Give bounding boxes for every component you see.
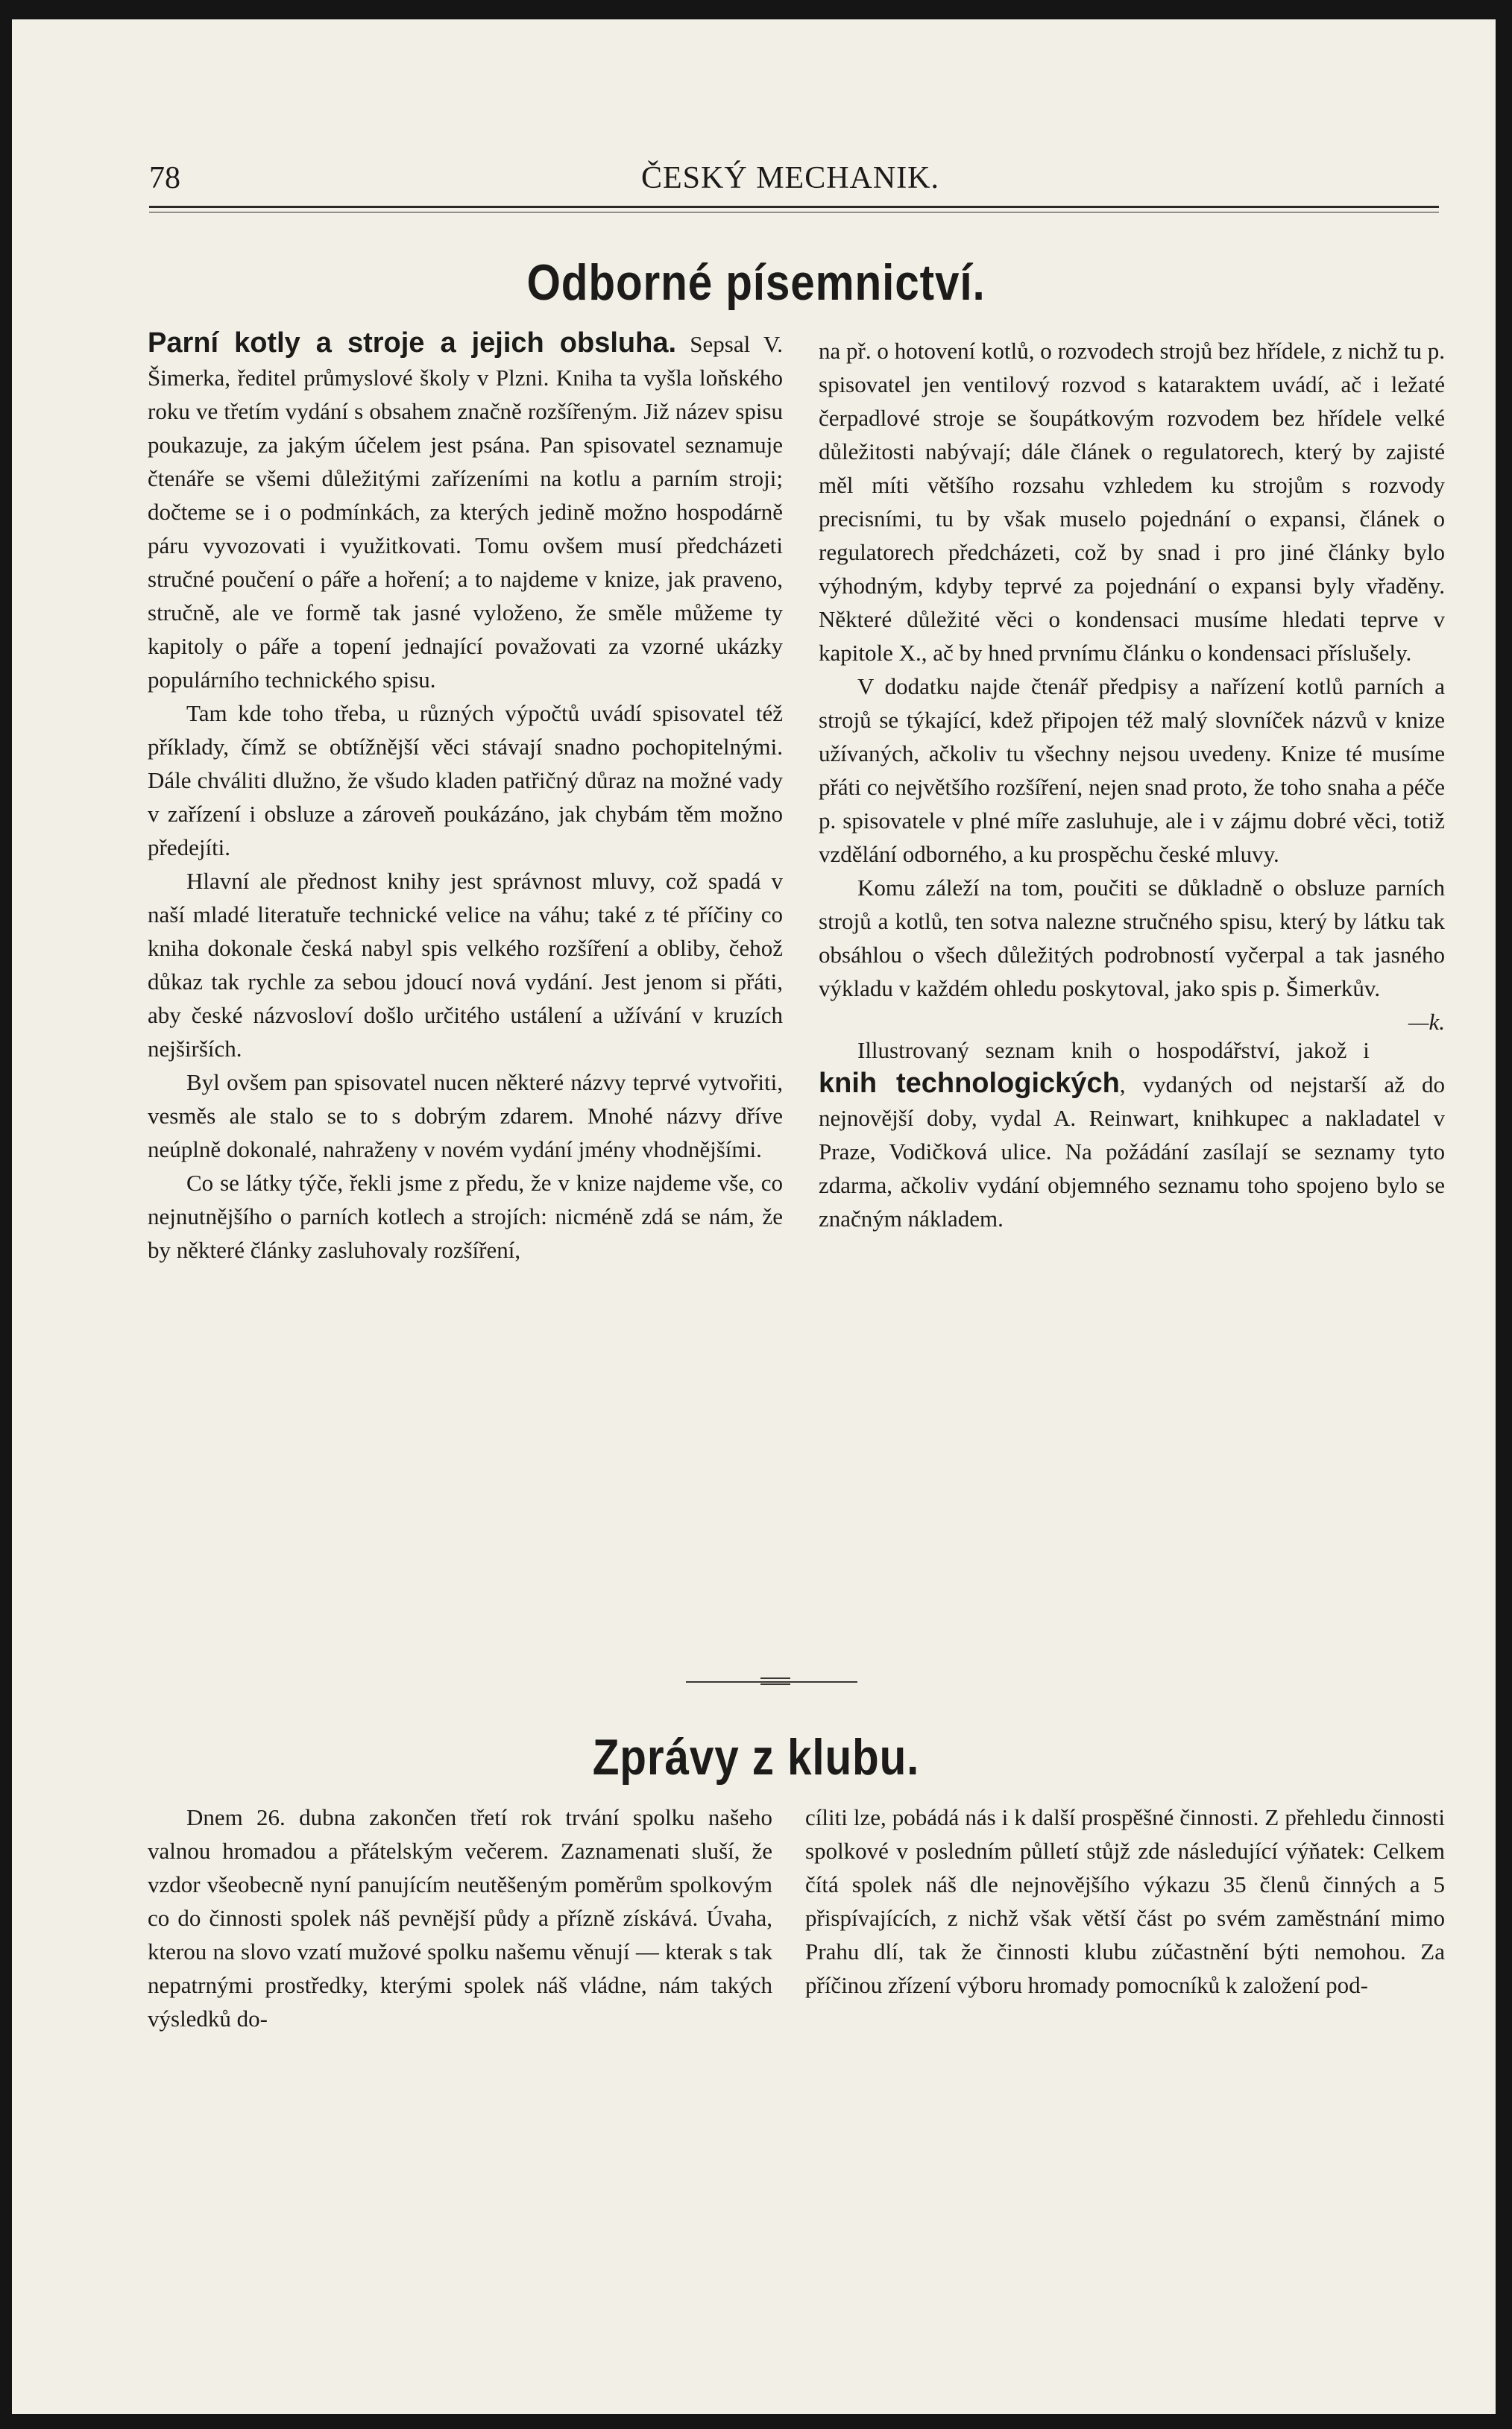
review-paragraph: Komu záleží na tom, poučiti se důkladně o obsluze parních strojů a kotlů, ten sotva nalezne stručného spisu, který by látku tak obsáhlou o všech důležitých podrobností vyčerpal a tak jasného výkladu v každém ohledu poskytoval, jako spis p. Šimerkův. —k. (819, 871, 1445, 1005)
catalogue-notice: Illustrovaný seznam knih o hospodářství, jakož i knih technologických, vydaných od nejstarší až do nejnovější doby, vydal A. Reinwart, knihkupec a nakladatel v Praze, Vodičková ulice. Na požádání zasílají se seznamy tyto zdarma, ačkoliv vydání objemného seznamu toho spojeno bylo se značným nákladem. (819, 1037, 1445, 1232)
review-paragraph: Tam kde toho třeba, u různých výpočtů uvádí spisovatel též příklady, čímž se obtížnější věci stávají snadno pochopitelnými. Dále chváliti dlužno, že všudo kladen patřičný důraz na možné vady v zařízení i obsluze a zároveň poukázáno, jak chybám těm možno předejíti. (148, 700, 783, 860)
review-paragraph: na př. o hotovení kotlů, o rozvodech strojů bez hřídele, z nichž tu p. spisovatel jen ventilový rozvod s kataraktem uvádí, ač i ležaté čerpadlové stroje se šoupátkovým rozvodem bez hřídele velké důležitosti nabývají; dále článek o regulatorech, který by zajisté měl míti většího rozsahu vzhledem ku strojům s rozvody precisními, tu by však muselo pojednání o expansi, článek o regulatorech předcházeti, což by snad i pro jiné články bylo výhodným, kdyby teprvé za pojednání o expansi byly vřaděny. Některé důležité věci o kondensaci musíme hledati teprve v kapitole X., ač by hned prvnímu článku o kondensaci příslušely. (819, 338, 1445, 666)
column-left-literature (148, 327, 783, 1267)
header-rule (149, 206, 1439, 208)
column-left-club-news (148, 1801, 772, 2035)
review-paragraph: Parní kotly a stroje a jejich obsluha. Sepsal V. Šimerka, ředitel průmyslové školy v Plzni. Kniha ta vyšla loňského roku ve třetím vydání s obsahem značně rozšířeným. Již název spisu poukazuje, za jakým účelem jest psána. Pan spisovatel seznamuje čtenáře se všemi důležitými zařízeními na kotlu a parním stroji; dočteme se i o podmínkách, za kterých jedině možno hospodárně páru vyvozovati i využitkovati. Tomu ovšem musí předcházeti stručné poučení o páře a hoření; a to najdeme v knize, jak praveno, stručně, ale ve formě tak jasné vyloženo, že směle můžeme ty kapitoly o páře a topení jednající považovati za vzorné ukázky populárního technického spisu. (148, 327, 783, 693)
page-number: 78 (149, 161, 180, 195)
review-paragraph: Byl ovšem pan spisovatel nucen některé názvy teprvé vytvořiti, vesměs ale stalo se to s dobrým zdarem. Mnohé názvy dříve neúplně dokonalé, nahraženy v novém vydání jmény vhodnějšími. (148, 1069, 783, 1162)
journal-title: ČESKÝ MECHANIK. (641, 161, 940, 195)
column-right-literature (819, 334, 1445, 1235)
book-title: Parní kotly a stroje a jejich obsluha. (148, 327, 677, 359)
review-paragraph: Co se látky týče, řekli jsme z předu, že v knize najdeme vše, co nejnutnějšího o parních kotlech a strojích: nicméně zdá se nám, že by některé články zasluhovaly rozšíření, (148, 1170, 783, 1263)
review-paragraph: V dodatku najde čtenář předpisy a nařízení kotlů parních a strojů se týkající, kdež připojen též malý slovníček názvů v knize užívaných, ačkoliv tu všechny nejsou uvedeny. Knize té musíme přáti co největšího rozšíření, nejen snad proto, že toho snaha a péče p. spisovatele v plné míře zasluhuje, ale i v zájmu dobré věci, totiž vzdělání odborného, a ku prospěchu české mluvy. (819, 673, 1445, 867)
notice-emphasis: knih technologických (819, 1068, 1120, 1099)
review-paragraph: Hlavní ale přednost knihy jest správnost mluvy, což spadá v naší mladé literatuře technické velice na váhu; také z té příčiny co kniha dokonale česká nabyl spis velkého rozšíření a obliby, čehož důkaz tak rychle za sebou jdoucí nová vydání. Jest jenom si přáti, aby české názvosloví došlo určitého ustálení a užívání v kruzích nejširších. (148, 868, 783, 1062)
section-title-club-news: Zprávy z klubu. (592, 1729, 920, 1786)
reviewer-signature: —k. (1408, 1009, 1445, 1035)
news-paragraph: cíliti lze, pobádá nás i k další prospěšné činnosti. Z přehledu činnosti spolkové v posledním půlletí stůjž zde následující výňatek: Celkem čítá spolek náš dle nejnovějšího výkazu 35 členů činných a 5 přispívajících, z nichž však větší část po svém zaměstnání mimo Prahu dlí, tak že činnosti klubu zúčastnění býti nemohou. Za příčinou zřízení výboru hromady pomocníků k založení pod- (805, 1804, 1445, 1998)
running-header (149, 160, 1439, 205)
section-title-literature: Odborné písemnictví. (526, 254, 986, 311)
section-divider-ornament (760, 1677, 790, 1685)
news-paragraph: Dnem 26. dubna zakončen třetí rok trvání spolku našeho valnou hromadou a přátelským večerem. Zaznamenati sluší, že vzdor všeobecně nyní panujícím neutěšeným poměrům spolkovým co do činnosti spolek náš pevnější půdy a přízně získává. Úvaha, kterou na slovo vzatí mužové spolku našemu věnují — kterak s tak nepatrnými prostředky, kterými spolek náš vládne, nám takých výsledků do- (148, 1804, 772, 2032)
column-right-club-news (805, 1801, 1445, 2002)
